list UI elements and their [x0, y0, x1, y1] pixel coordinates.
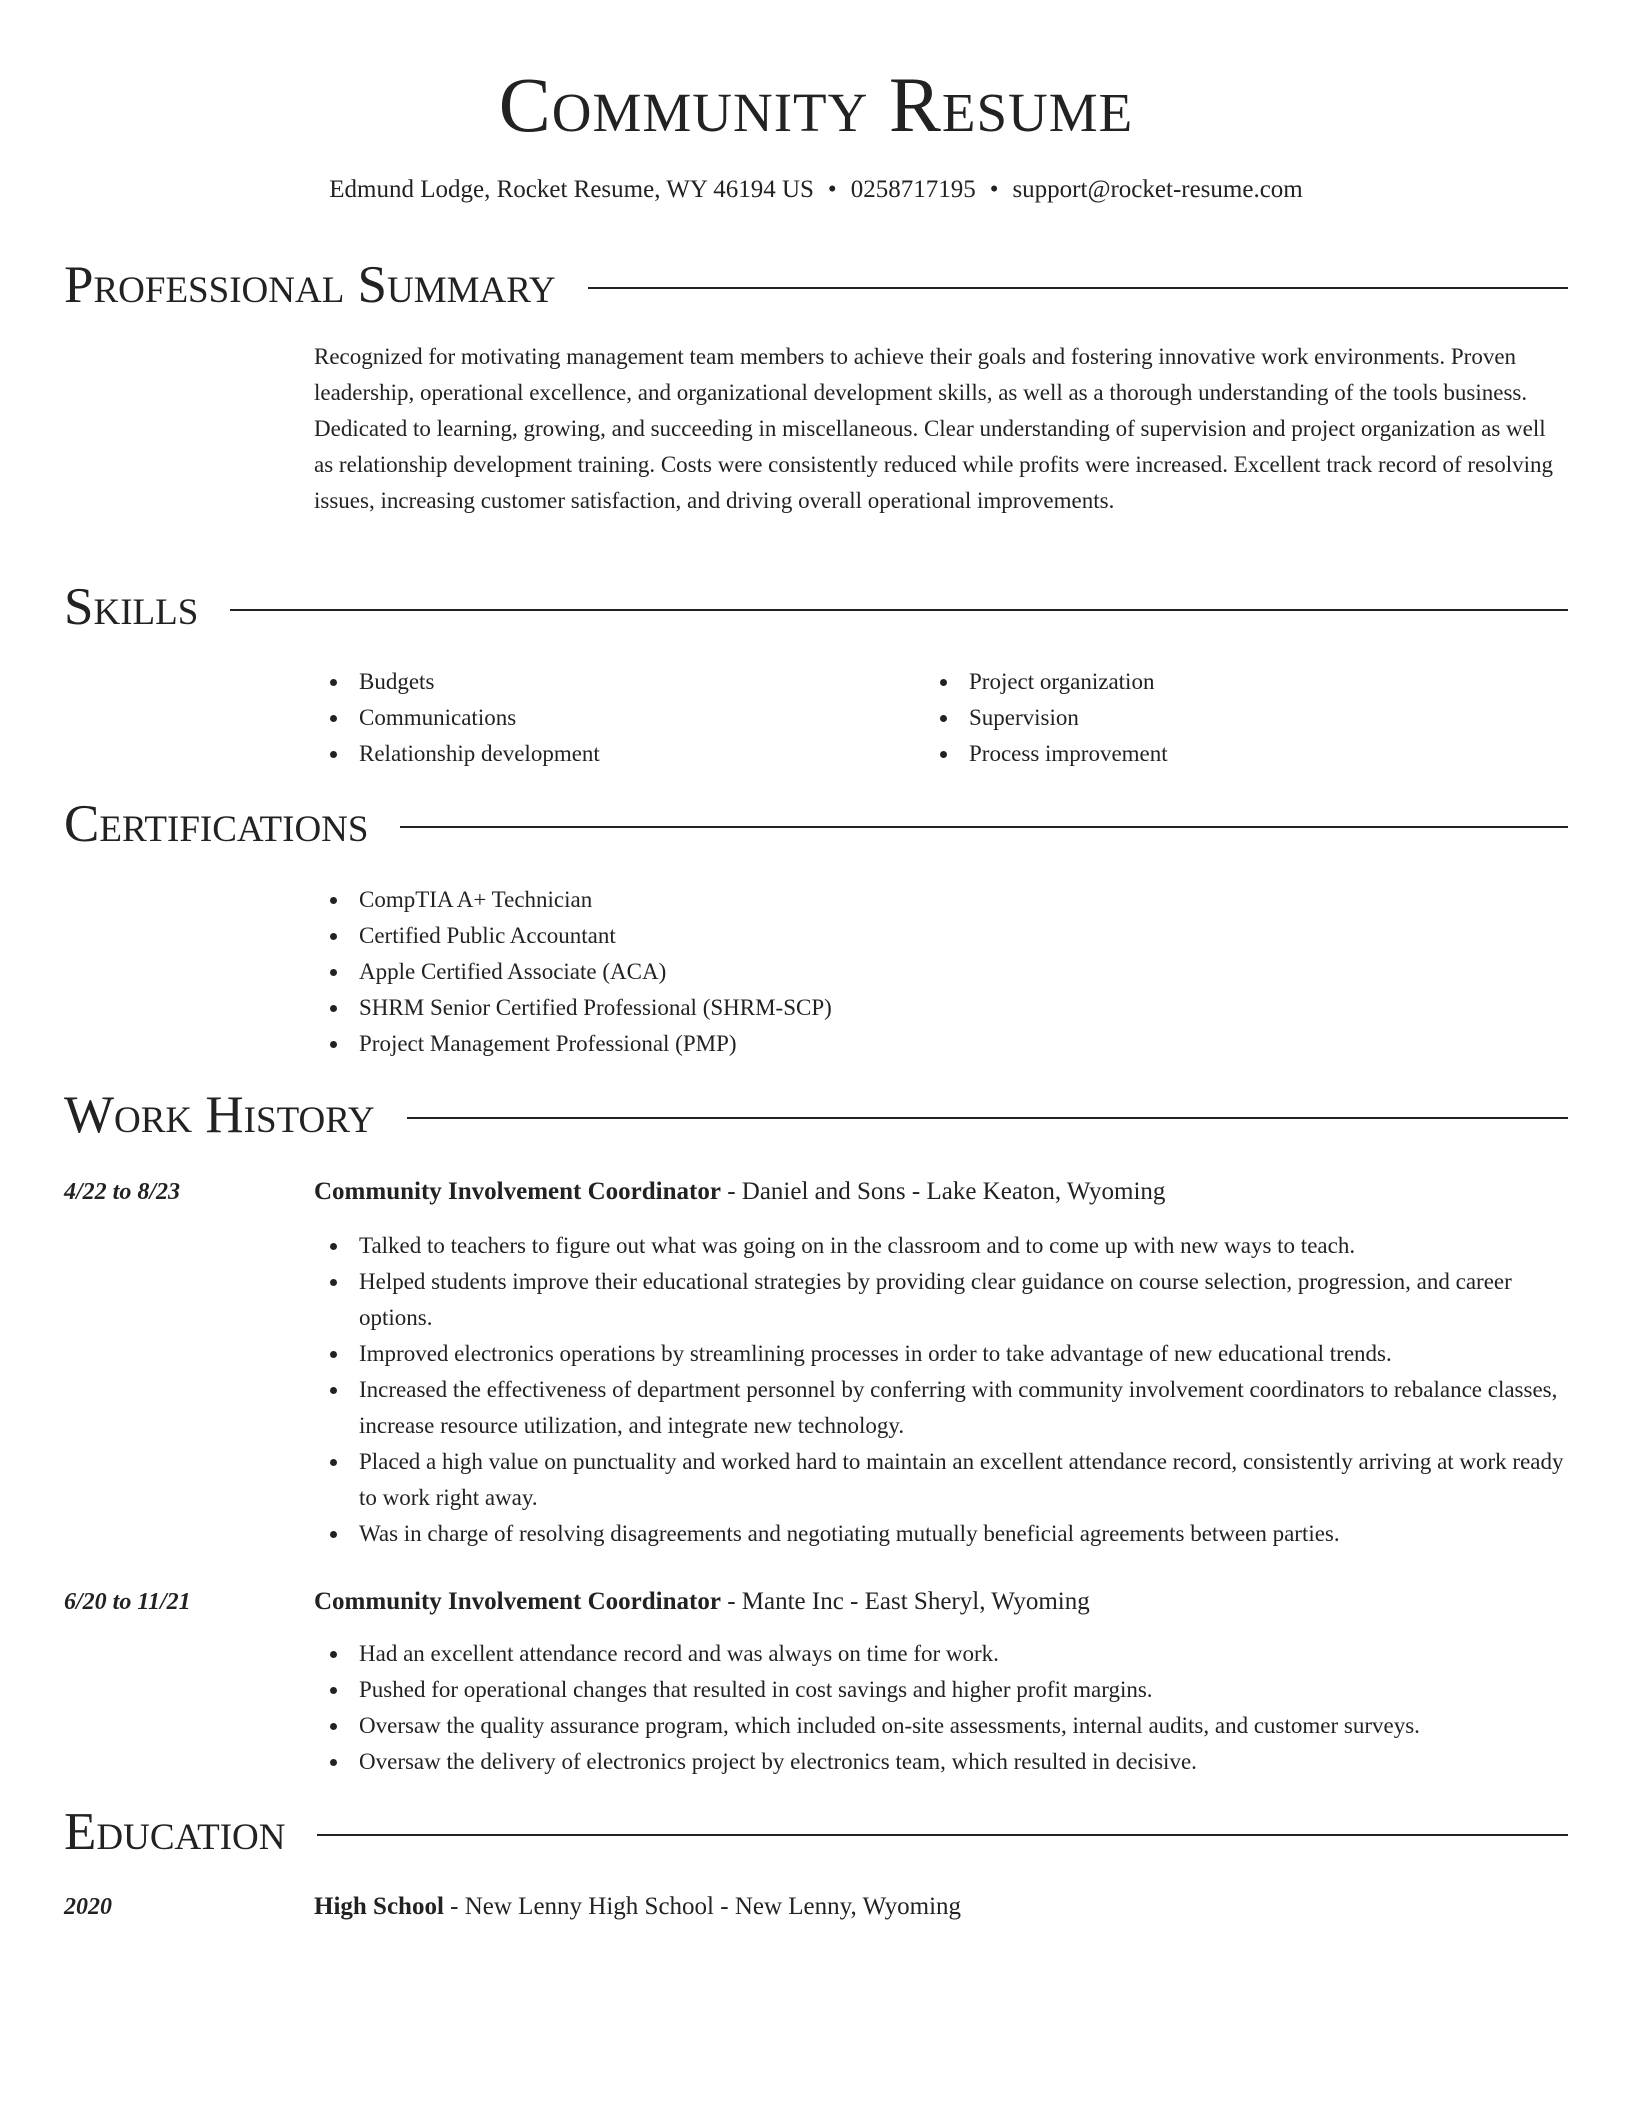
job-details: - Mante Inc - East Sheryl, Wyoming	[720, 1588, 1090, 1615]
contact-email: support@rocket-resume.com	[1012, 176, 1303, 203]
list-item: Placed a high value on punctuality and worked hard to maintain an excellent attendance record, consistently arriving at work ready to work right away.	[314, 1444, 1568, 1516]
job-details: - Daniel and Sons - Lake Keaton, Wyoming	[720, 1178, 1166, 1205]
list-item: Helped students improve their educational strategies by providing clear guidance on course selection, progression, and career options.	[314, 1264, 1568, 1336]
list-item: Improved electronics operations by streamlining processes in order to take advantage of new educational trends.	[314, 1336, 1568, 1372]
list-item: CompTIA A+ Technician	[314, 882, 832, 918]
job-heading	[314, 1174, 1165, 1210]
job-title: Community Involvement Coordinator	[314, 1588, 721, 1615]
list-item: Supervision	[924, 700, 1168, 736]
resume-name: Community Resume	[498, 61, 1134, 148]
list-item: Apple Certified Associate (ACA)	[314, 954, 832, 990]
list-item: SHRM Senior Certified Professional (SHRM-SCP)	[314, 990, 832, 1026]
education-year: 2020	[64, 1894, 112, 1920]
education-heading	[314, 1889, 961, 1925]
list-item: Was in charge of resolving disagreements and negotiating mutually beneficial agreements between parties.	[314, 1516, 1568, 1552]
list-item: Talked to teachers to figure out what was going on in the classroom and to come up with new ways to teach.	[314, 1228, 1568, 1264]
section-header-summary	[64, 255, 1568, 315]
job-title: Community Involvement Coordinator	[314, 1178, 721, 1205]
list-item: Increased the effectiveness of department personnel by conferring with community involvement coordinators to rebalance classes, increase resource utilization, and integrate new technology.	[314, 1372, 1568, 1444]
list-item: Budgets	[314, 664, 600, 700]
section-title: Work History	[64, 1086, 375, 1144]
job-dates: 6/20 to 11/21	[64, 1589, 191, 1615]
section-header-certifications	[64, 794, 1568, 854]
section-divider	[230, 609, 1568, 611]
list-item: Oversaw the delivery of electronics project by electronics team, which resulted in decisive.	[314, 1744, 1568, 1780]
list-item: Oversaw the quality assurance program, which included on-site assessments, internal audits, and customer surveys.	[314, 1708, 1568, 1744]
contact-phone: 0258717195	[850, 176, 976, 203]
list-item: Relationship development	[314, 736, 600, 772]
section-divider	[407, 1117, 1568, 1119]
section-divider	[588, 287, 1568, 289]
list-item: Process improvement	[924, 736, 1168, 772]
job-heading	[314, 1584, 1090, 1620]
section-header-work-history	[64, 1085, 1568, 1145]
section-title: Professional Summary	[64, 256, 556, 314]
section-header-education	[64, 1802, 1568, 1862]
education-details: - New Lenny High School - New Lenny, Wyoming	[443, 1893, 962, 1920]
section-header-skills	[64, 577, 1568, 637]
skills-list-right	[924, 664, 1168, 772]
job-bullets	[314, 1228, 1568, 1552]
section-title: Education	[64, 1803, 286, 1861]
list-item: Project Management Professional (PMP)	[314, 1026, 832, 1062]
job-bullets	[314, 1636, 1568, 1780]
section-divider	[317, 1834, 1568, 1836]
list-item: Communications	[314, 700, 600, 736]
list-item: Certified Public Accountant	[314, 918, 832, 954]
contact-line	[0, 174, 1632, 206]
contact-separator: •	[989, 176, 999, 203]
contact-separator: •	[827, 176, 837, 203]
education-degree: High School	[314, 1893, 444, 1920]
list-item: Had an excellent attendance record and was always on time for work.	[314, 1636, 1568, 1672]
skills-list-left	[314, 664, 600, 772]
certifications-list	[314, 882, 832, 1062]
contact-address: Edmund Lodge, Rocket Resume, WY 46194 US	[329, 176, 814, 203]
list-item: Pushed for operational changes that resulted in cost savings and higher profit margins.	[314, 1672, 1568, 1708]
section-divider	[400, 826, 1568, 828]
job-dates: 4/22 to 8/23	[64, 1179, 181, 1205]
summary-text: Recognized for motivating management team members to achieve their goals and fostering innovative work environments. Proven leadership, operational excellence, and organizational development skills, as well as a thorough understanding of the tools business. Dedicated to learning, growing, and succeeding in miscellaneous. Clear understanding of supervision and project organization as well as relationship development training. Costs were consistently reduced while profits were increased. Excellent track record of resolving issues, increasing customer satisfaction, and driving overall operational improvements.	[314, 344, 1554, 513]
section-title: Certifications	[64, 795, 369, 853]
section-title: Skills	[64, 578, 199, 636]
list-item: Project organization	[924, 664, 1168, 700]
